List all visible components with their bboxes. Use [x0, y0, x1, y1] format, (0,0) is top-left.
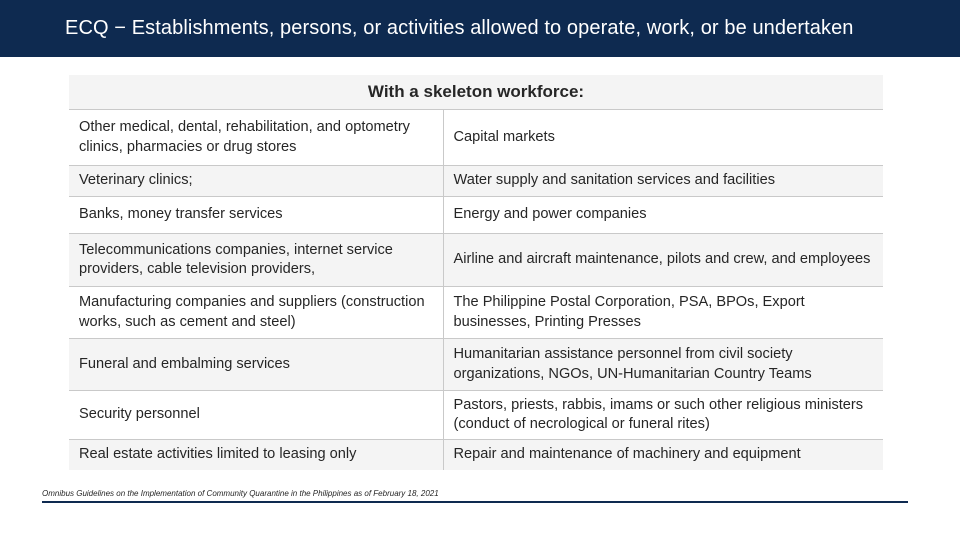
- table-cell-left: Veterinary clinics;: [69, 166, 443, 197]
- table-row: [69, 197, 883, 234]
- table-cell-left: Real estate activities limited to leasing only: [69, 440, 443, 470]
- slide-title: ECQ − Establishments, persons, or activities allowed to operate, work, or be undertaken: [65, 17, 854, 39]
- table-cell-right: Capital markets: [443, 110, 883, 166]
- skeleton-workforce-table-container: [69, 75, 883, 470]
- table-cell-right: Airline and aircraft maintenance, pilots and crew, and employees: [443, 234, 883, 287]
- table-row: [69, 391, 883, 440]
- table-cell-left: Telecommunications companies, internet service providers, cable television providers,: [69, 234, 443, 287]
- table-row: [69, 339, 883, 391]
- table-cell-left: Manufacturing companies and suppliers (construction works, such as cement and steel): [69, 287, 443, 339]
- footer-divider: [42, 501, 908, 503]
- table-header-row: [69, 75, 883, 110]
- table-row: [69, 110, 883, 166]
- table-cell-left: Funeral and embalming services: [69, 339, 443, 391]
- table-cell-right: Pastors, priests, rabbis, imams or such other religious ministers (conduct of necrological or funeral rites): [443, 391, 883, 440]
- table-cell-right: Energy and power companies: [443, 197, 883, 234]
- table-cell-left: Security personnel: [69, 391, 443, 440]
- table-cell-right: The Philippine Postal Corporation, PSA, BPOs, Export businesses, Printing Presses: [443, 287, 883, 339]
- table-cell-right: Repair and maintenance of machinery and equipment: [443, 440, 883, 470]
- table-row: [69, 166, 883, 197]
- table-heading: With a skeleton workforce:: [69, 75, 883, 110]
- table-row: [69, 440, 883, 470]
- source-footnote: Omnibus Guidelines on the Implementation of Community Quarantine in the Philippines as of February 18, 2021: [42, 489, 439, 498]
- table-cell-right: Humanitarian assistance personnel from civil society organizations, NGOs, UN-Humanitarian Country Teams: [443, 339, 883, 391]
- table-cell-left: Other medical, dental, rehabilitation, and optometry clinics, pharmacies or drug stores: [69, 110, 443, 166]
- table-row: [69, 234, 883, 287]
- table-cell-right: Water supply and sanitation services and facilities: [443, 166, 883, 197]
- slide-header: [0, 0, 960, 57]
- table-cell-left: Banks, money transfer services: [69, 197, 443, 234]
- skeleton-workforce-table: [69, 75, 883, 470]
- table-row: [69, 287, 883, 339]
